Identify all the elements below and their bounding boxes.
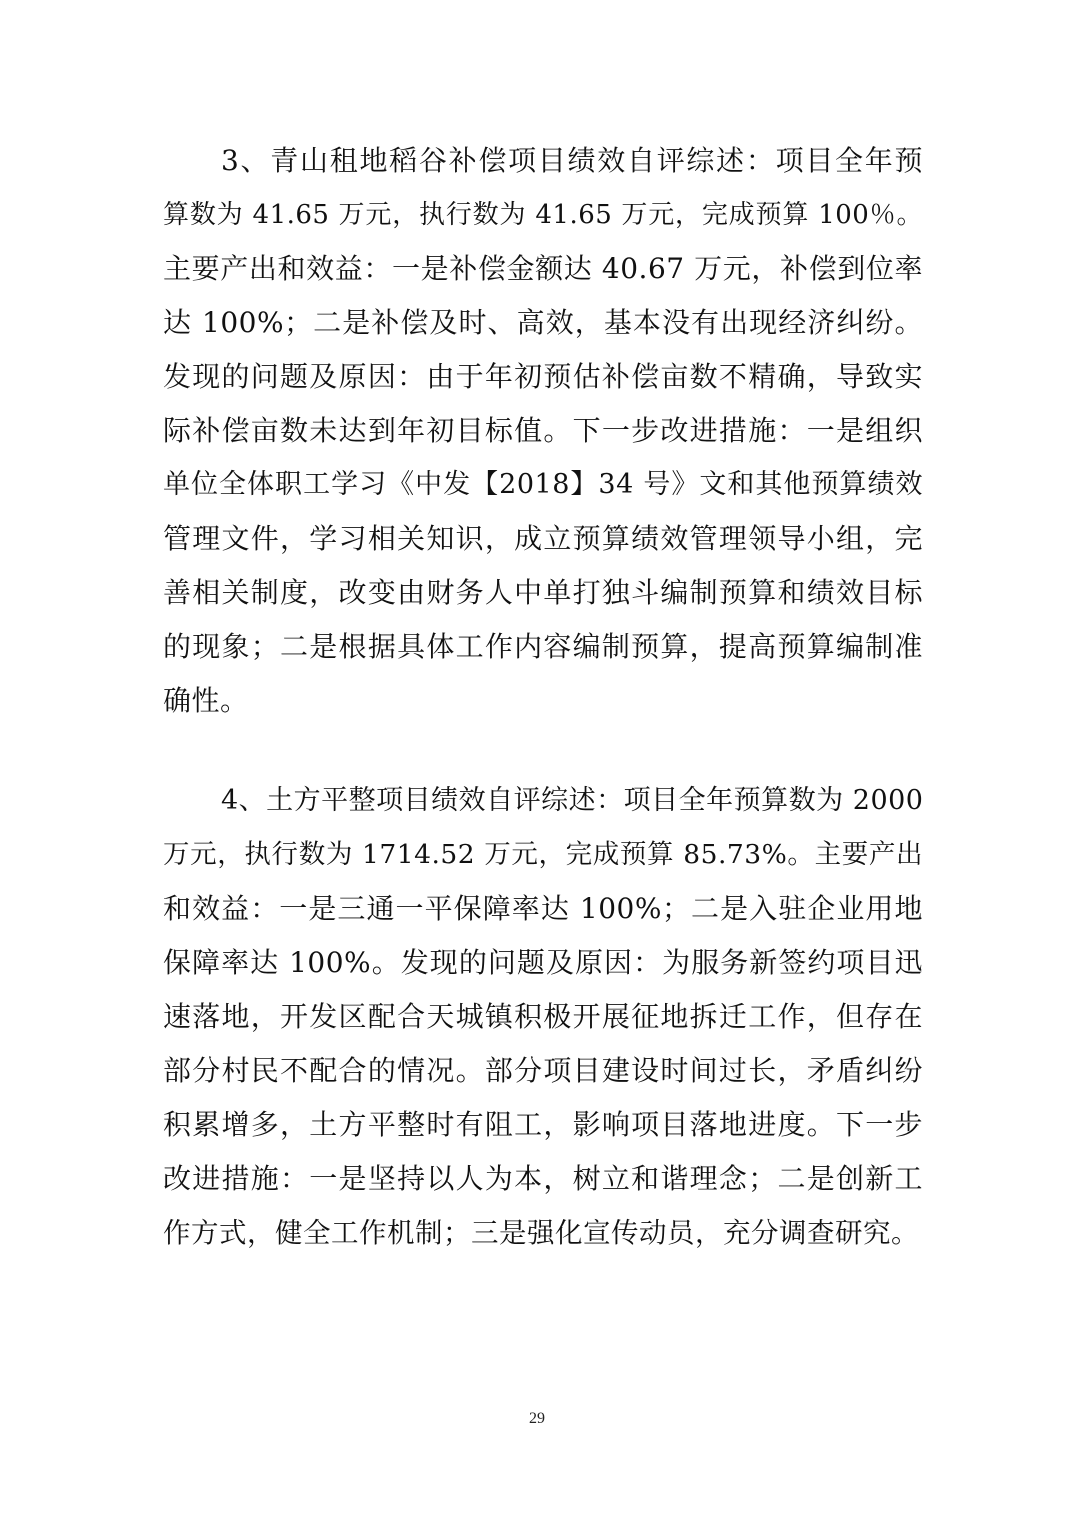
paragraph-line: 发现的问题及原因：由于年初预估补偿亩数不精确，导致实	[163, 360, 923, 393]
paragraph-line: 达 100%；二是补偿及时、高效，基本没有出现经济纠纷。	[163, 306, 923, 339]
paragraph-line: 速落地，开发区配合天城镇积极开展征地拆迁工作，但存在	[163, 1000, 923, 1033]
paragraph-line: 3、青山租地稻谷补偿项目绩效自评综述：项目全年预	[221, 144, 923, 177]
paragraph-line: 确性。	[163, 684, 249, 717]
paragraph-line: 改进措施：一是坚持以人为本，树立和谐理念；二是创新工	[163, 1162, 923, 1195]
paragraph-line: 主要产出和效益：一是补偿金额达 40.67 万元，补偿到位率	[163, 252, 923, 285]
paragraph-line: 积累增多，土方平整时有阻工，影响项目落地进度。下一步	[163, 1108, 923, 1141]
paragraph-line: 保障率达 100%。发现的问题及原因：为服务新签约项目迅	[163, 946, 923, 979]
paragraph-line: 算数为 41.65 万元，执行数为 41.65 万元，完成预算 100％。	[163, 200, 923, 230]
paragraph-line: 部分村民不配合的情况。部分项目建设时间过长，矛盾纠纷	[163, 1054, 923, 1087]
paragraph-line: 和效益：一是三通一平保障率达 100%；二是入驻企业用地	[163, 892, 923, 925]
paragraph-line: 单位全体职工学习《中发【2018】34 号》文和其他预算绩效	[163, 469, 923, 500]
paragraph-line: 的现象；二是根据具体工作内容编制预算，提高预算编制准	[163, 630, 923, 663]
paragraph-line: 际补偿亩数未达到年初目标值。下一步改进措施：一是组织	[163, 414, 923, 447]
paragraph-line: 4、土方平整项目绩效自评综述：项目全年预算数为 2000	[221, 785, 924, 816]
paragraph-line: 万元，执行数为 1714.52 万元，完成预算 85.73%。主要产出	[163, 839, 923, 870]
paragraph-line: 管理文件，学习相关知识，成立预算绩效管理领导小组，完	[163, 522, 923, 555]
paragraph-line: 善相关制度，改变由财务人中单打独斗编制预算和绩效目标	[163, 576, 923, 609]
paragraph-item-3	[163, 134, 923, 728]
paragraph-item-4	[163, 774, 923, 1260]
page-number: 29	[529, 1410, 545, 1427]
paragraph-line: 作方式，健全工作机制；三是强化宣传动员，充分调查研究。	[163, 1217, 919, 1249]
